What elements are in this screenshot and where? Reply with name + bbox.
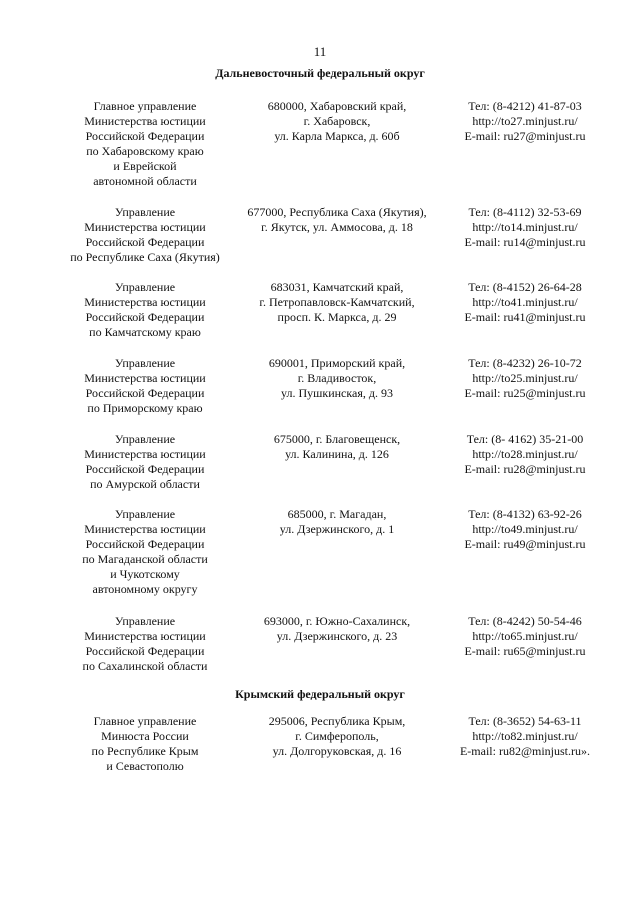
text-line: Управление (114, 356, 176, 370)
text-line: просп. К. Маркса, д. 29 (277, 310, 397, 324)
text-line: по Республике Крым (91, 744, 199, 758)
phone-number: Тел: (8-4212) 41-87-03 (468, 99, 582, 113)
website-link[interactable]: http://to25.minjust.ru/ (472, 371, 578, 385)
website-link[interactable]: http://to82.minjust.ru/ (472, 729, 578, 743)
text-line: 693000, г. Южно-Сахалинск, (263, 614, 411, 628)
organization-name (60, 714, 230, 774)
text-line: г. Петропавловск-Камчатский, (259, 295, 415, 309)
organization-name (60, 614, 230, 674)
section-heading: Крымский федеральный округ (235, 687, 405, 701)
office-contacts (450, 432, 600, 477)
text-line: и Еврейской (113, 159, 177, 173)
website-link[interactable]: http://to14.minjust.ru/ (472, 220, 578, 234)
text-line: Министерства юстиции (84, 114, 206, 128)
text-line: ул. Карла Маркса, д. 60б (274, 129, 400, 143)
text-line: по Магаданской области (82, 552, 208, 566)
text-line: Министерства юстиции (84, 220, 206, 234)
office-contacts (450, 205, 600, 250)
page-number: 11 (313, 44, 327, 59)
text-line: Главное управление (93, 714, 197, 728)
email-address[interactable]: E-mail: ru25@minjust.ru (464, 386, 586, 400)
text-line: 295006, Республика Крым, (268, 714, 406, 728)
email-address[interactable]: E-mail: ru27@minjust.ru (464, 129, 586, 143)
phone-number: Тел: (8-3652) 54-63-11 (468, 714, 582, 728)
office-address (232, 614, 442, 644)
website-link[interactable]: http://to27.minjust.ru/ (472, 114, 578, 128)
text-line: 680000, Хабаровский край, (267, 99, 407, 113)
text-line: по Сахалинской области (82, 659, 208, 673)
phone-number: Тел: (8- 4162) 35-21-00 (466, 432, 584, 446)
text-line: Минюста России (101, 729, 189, 743)
office-address (232, 99, 442, 144)
text-line: Российской Федерации (85, 310, 205, 324)
text-line: по Амурской области (90, 477, 200, 491)
text-line: Министерства юстиции (84, 522, 206, 536)
text-line: г. Якутск, ул. Аммосова, д. 18 (261, 220, 413, 234)
text-line: ул. Калинина, д. 126 (285, 447, 389, 461)
office-address (232, 205, 442, 235)
text-line: по Республике Саха (Якутия) (70, 250, 220, 264)
text-line: ул. Дзержинского, д. 1 (279, 522, 395, 536)
text-line: Министерства юстиции (84, 447, 206, 461)
phone-number: Тел: (8-4152) 26-64-28 (468, 280, 582, 294)
office-address (232, 714, 442, 759)
text-line: 683031, Камчатский край, (270, 280, 404, 294)
organization-name (60, 507, 230, 597)
phone-number: Тел: (8-4112) 32-53-69 (468, 205, 582, 219)
text-line: по Камчатскому краю (89, 325, 201, 339)
text-line: Российской Федерации (85, 129, 205, 143)
office-contacts (450, 614, 600, 659)
text-line: по Хабаровскому краю (86, 144, 204, 158)
organization-name (60, 205, 230, 265)
text-line: Российской Федерации (85, 462, 205, 476)
email-address[interactable]: E-mail: ru65@minjust.ru (464, 644, 586, 658)
text-line: Российской Федерации (85, 537, 205, 551)
email-address[interactable]: E-mail: ru82@minjust.ru». (459, 744, 591, 758)
text-line: Российской Федерации (85, 235, 205, 249)
office-address (232, 356, 442, 401)
email-address[interactable]: E-mail: ru49@minjust.ru (464, 537, 586, 551)
text-line: 685000, г. Магадан, (287, 507, 387, 521)
text-line: Управление (114, 432, 176, 446)
website-link[interactable]: http://to41.minjust.ru/ (472, 295, 578, 309)
organization-name (60, 280, 230, 340)
text-line: г. Владивосток, (297, 371, 377, 385)
email-address[interactable]: E-mail: ru41@minjust.ru (464, 310, 586, 324)
text-line: 675000, г. Благовещенск, (273, 432, 401, 446)
text-line: г. Симферополь, (295, 729, 379, 743)
office-contacts (450, 714, 600, 759)
text-line: ул. Долгоруковская, д. 16 (272, 744, 402, 758)
text-line: ул. Дзержинского, д. 23 (276, 629, 398, 643)
office-contacts (450, 99, 600, 144)
office-address (232, 432, 442, 462)
email-address[interactable]: E-mail: ru28@minjust.ru (464, 462, 586, 476)
text-line: автономному округу (92, 582, 198, 596)
text-line: Российской Федерации (85, 386, 205, 400)
text-line: Управление (114, 507, 176, 521)
phone-number: Тел: (8-4232) 26-10-72 (468, 356, 582, 370)
text-line: Главное управление (93, 99, 197, 113)
office-contacts (450, 356, 600, 401)
text-line: и Чукотскому (110, 567, 180, 581)
office-address (232, 507, 442, 537)
text-line: Управление (114, 614, 176, 628)
office-contacts (450, 507, 600, 552)
organization-name (60, 432, 230, 492)
website-link[interactable]: http://to49.minjust.ru/ (472, 522, 578, 536)
text-line: ул. Пушкинская, д. 93 (281, 386, 393, 400)
organization-name (60, 356, 230, 416)
text-line: г. Хабаровск, (303, 114, 371, 128)
text-line: 690001, Приморский край, (268, 356, 406, 370)
email-address[interactable]: E-mail: ru14@minjust.ru (464, 235, 586, 249)
office-address (232, 280, 442, 325)
website-link[interactable]: http://to28.minjust.ru/ (472, 447, 578, 461)
text-line: по Приморскому краю (87, 401, 203, 415)
text-line: Министерства юстиции (84, 295, 206, 309)
phone-number: Тел: (8-4132) 63-92-26 (468, 507, 582, 521)
text-line: автономной области (93, 174, 197, 188)
text-line: Управление (114, 205, 176, 219)
text-line: Российской Федерации (85, 644, 205, 658)
text-line: и Севастополю (106, 759, 184, 773)
website-link[interactable]: http://to65.minjust.ru/ (472, 629, 578, 643)
phone-number: Тел: (8-4242) 50-54-46 (468, 614, 582, 628)
text-line: Министерства юстиции (84, 629, 206, 643)
office-contacts (450, 280, 600, 325)
text-line: Министерства юстиции (84, 371, 206, 385)
text-line: 677000, Республика Саха (Якутия), (247, 205, 427, 219)
organization-name (60, 99, 230, 189)
section-heading: Дальневосточный федеральный округ (215, 66, 425, 80)
text-line: Управление (114, 280, 176, 294)
